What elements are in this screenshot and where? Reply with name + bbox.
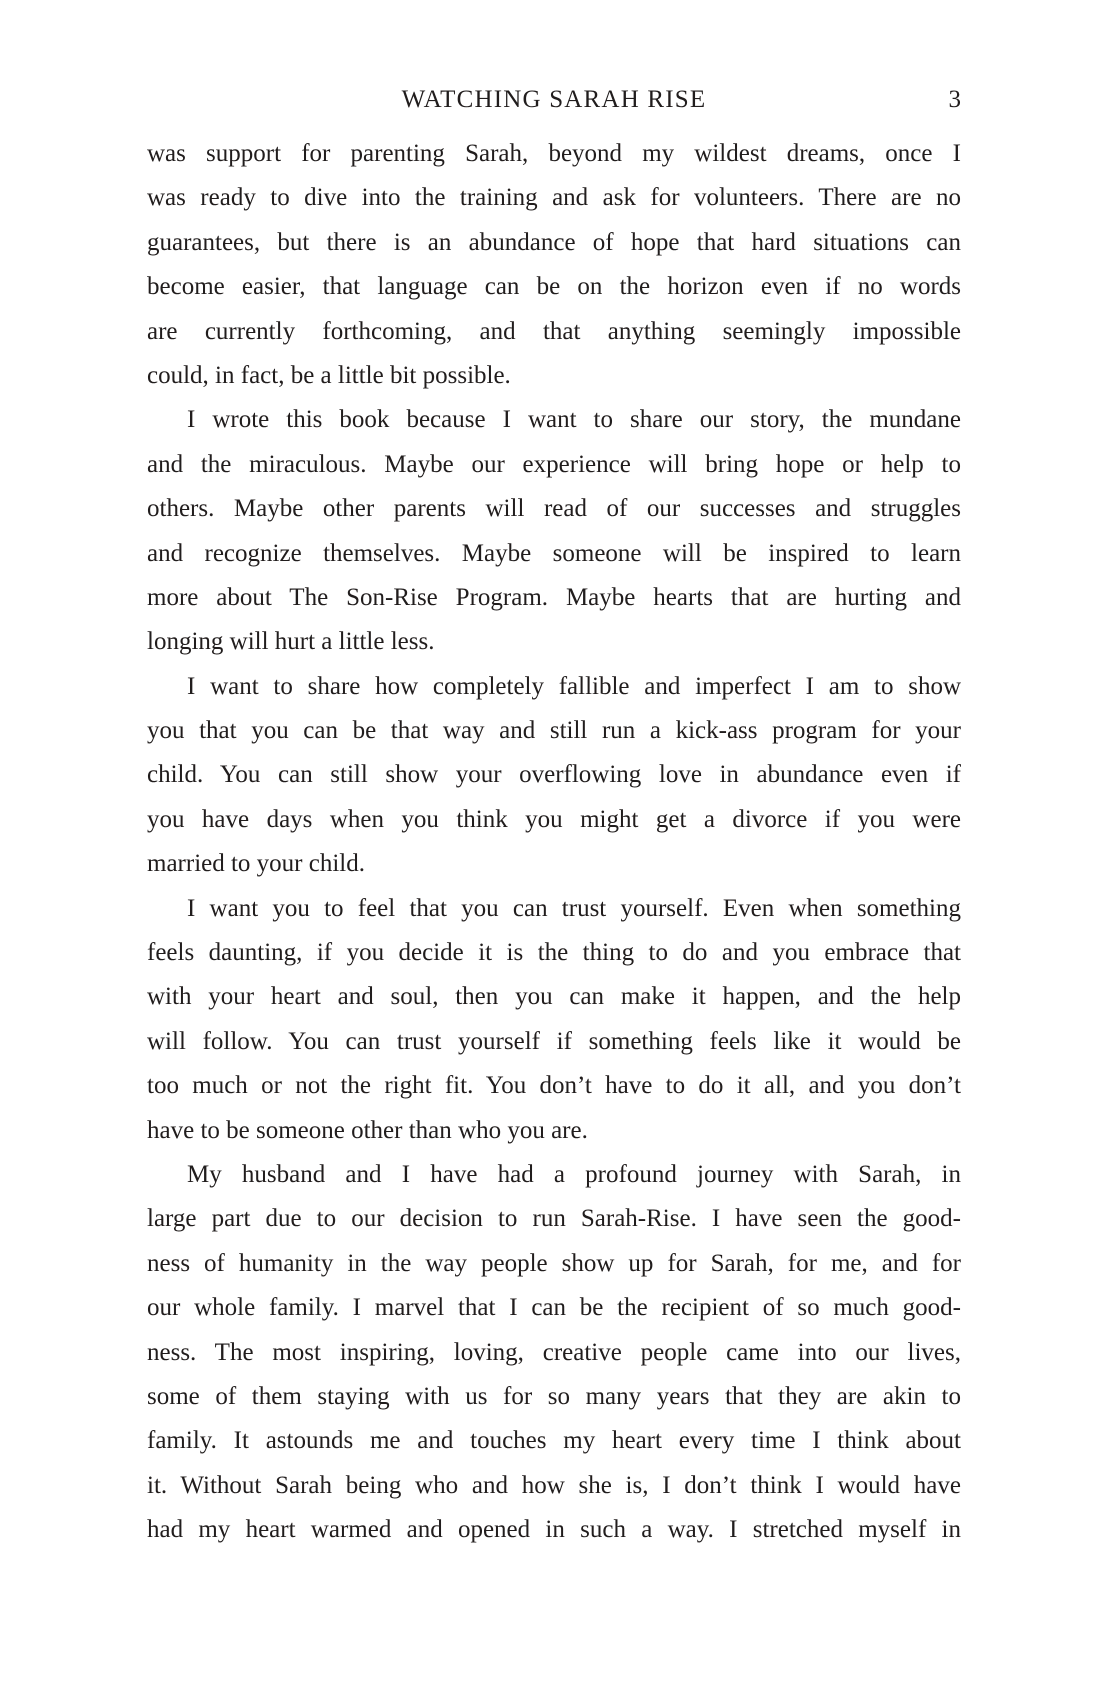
text-line: was support for parenting Sarah, beyond my wildest dreams, once I (147, 140, 961, 167)
text-line: married to your child. (147, 850, 365, 878)
text-line: too much or not the right fit. You don’t have to do it all, and you don’t (147, 1072, 961, 1100)
text-line: I wrote this book because I want to share our story, the mundane (187, 406, 961, 434)
text-line: was ready to dive into the training and ask for volunteers. There are no (147, 184, 961, 212)
text-line: some of them staying with us for so many years that they are akin to (147, 1382, 961, 1410)
text-line: had my heart warmed and opened in such a way. I stretched myself in (147, 1516, 961, 1544)
text-line: ness of humanity in the way people show up for Sarah, for me, and for (147, 1249, 961, 1277)
text-line: and recognize themselves. Maybe someone will be inspired to learn (147, 539, 961, 567)
text-line: ness. The most inspiring, loving, creative people came into our lives, (147, 1338, 961, 1366)
text-line: with your heart and soul, then you can make it happen, and the help (147, 983, 961, 1011)
text-line: our whole family. I marvel that I can be the recipient of so much good- (147, 1294, 961, 1322)
text-line: child. You can still show your overflowing love in abundance even if (147, 761, 961, 789)
text-line: I want to share how completely fallible and imperfect I am to show (187, 672, 961, 700)
text-line: family. It astounds me and touches my heart every time I think about (147, 1427, 961, 1455)
text-line: are currently forthcoming, and that anything seemingly impossible (147, 317, 961, 345)
text-line: you that you can be that way and still run a kick-ass program for your (147, 717, 961, 745)
text-line: large part due to our decision to run Sarah-Rise. I have seen the good- (147, 1205, 961, 1233)
running-header (147, 84, 961, 116)
text-line: you have days when you think you might get a divorce if you were (147, 805, 961, 833)
text-line: others. Maybe other parents will read of our successes and struggles (147, 495, 961, 523)
page-number: 3 (948, 86, 961, 113)
text-line: could, in fact, be a little bit possible. (147, 361, 511, 389)
body-text (147, 132, 961, 1553)
text-line: become easier, that language can be on the horizon even if no words (147, 273, 961, 301)
text-line: guarantees, but there is an abundance of hope that hard situations can (147, 228, 961, 256)
running-title: WATCHING SARAH RISE (401, 86, 707, 113)
text-line: My husband and I have had a profound journey with Sarah, in (187, 1160, 961, 1188)
text-line: and the miraculous. Maybe our experience will bring hope or help to (147, 450, 961, 478)
text-line: feels daunting, if you decide it is the thing to do and you embrace that (147, 939, 961, 967)
text-line: more about The Son-Rise Program. Maybe hearts that are hurting and (147, 583, 961, 611)
text-line: it. Without Sarah being who and how she is, I don’t think I would have (147, 1471, 961, 1499)
text-line: have to be someone other than who you are. (147, 1116, 588, 1144)
text-line: I want you to feel that you can trust yourself. Even when something (187, 894, 961, 922)
text-line: longing will hurt a little less. (147, 628, 435, 656)
text-line: will follow. You can trust yourself if something feels like it would be (147, 1027, 961, 1055)
